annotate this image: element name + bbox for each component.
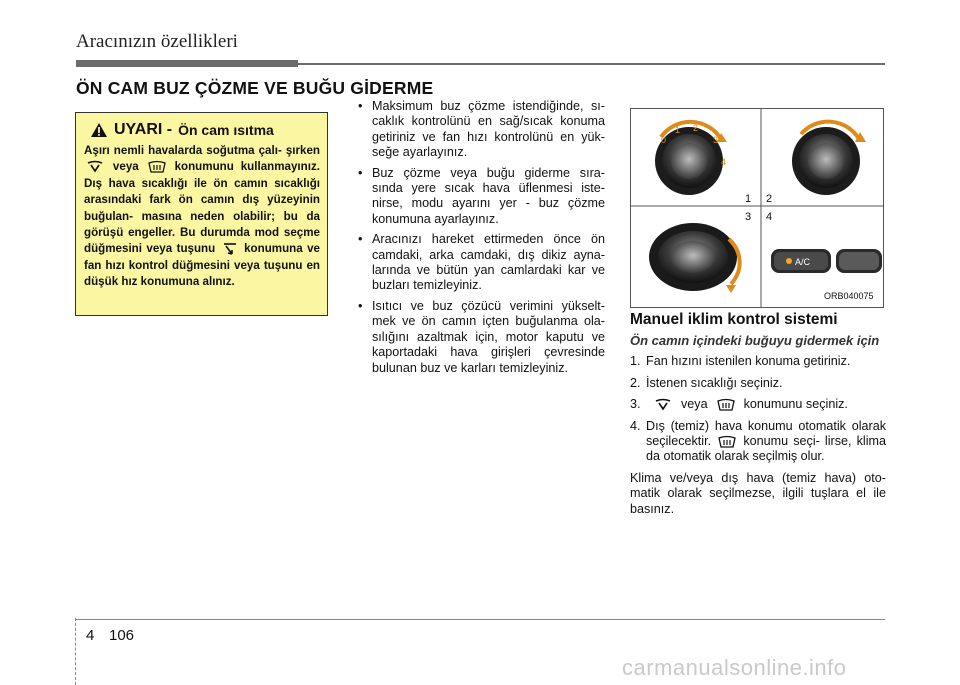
figure-label-4: 4 <box>766 211 773 223</box>
mode-knob <box>649 223 740 293</box>
manual-climate-section <box>630 312 886 517</box>
defrost-floor-mode-icon <box>84 160 106 174</box>
step-4: 4. Dış (temiz) hava konumu otomatik olarak seçilecektir. konumu seçi- lirse, klima da otomatik olarak seçilmiş olur. <box>630 418 886 464</box>
header-rule <box>298 63 885 65</box>
svg-text:3: 3 <box>713 135 719 145</box>
floor-defrost-icon <box>220 242 240 256</box>
fan-speed-knob <box>655 122 727 195</box>
manual-subtitle: Ön camın içindeki buğuyu gidermek için <box>630 333 880 349</box>
svg-text:2: 2 <box>693 123 699 133</box>
list-item: • Buz çözme veya buğu giderme sıra- sında yere sıcak hava üflenmesi iste- nirse, modu ayarını yer - buz çözme konumuna ayarlayınız. <box>355 166 605 228</box>
step-1: 1. Fan hızını istenilen konuma getiriniz. <box>630 354 851 369</box>
manual-title: Manuel iklim kontrol sistemi <box>630 311 838 328</box>
svg-text:4: 4 <box>721 157 727 167</box>
warning-subtitle: Ön cam ısıtma <box>178 122 274 138</box>
step-2: 2. İstenen sıcaklığı seçiniz. <box>630 375 783 390</box>
svg-text:1: 1 <box>675 125 681 135</box>
warning-text-1: Aşırı nemli havalarda soğutma çalı- şırken <box>84 144 320 157</box>
manual-paragraph: Klima ve/veya dış hava (temiz hava) oto- matik olarak seçilmezse, ilgili tuşlara el ile basınız. <box>630 470 886 516</box>
figure-label-3: 3 <box>745 211 752 223</box>
warning-box <box>75 112 328 316</box>
warning-label: UYARI - <box>114 121 173 138</box>
footer-rule <box>75 619 885 620</box>
section-title: ÖN CAM BUZ ÇÖZME VE BUĞU GİDERME <box>76 78 434 98</box>
footer-divider <box>75 618 77 685</box>
control-panel-figure <box>630 108 884 308</box>
warning-text-2: veya <box>112 160 139 174</box>
step-3: 3. veya konumunu seçiniz. <box>630 397 848 412</box>
warning-text <box>84 143 320 291</box>
list-item: • Aracınızı hareket ettirmeden önce ön camdaki, arka camdaki, dış dikiz ayna- larında ve bütün yan camlardaki kar ve buzları temizleyiniz. <box>355 232 605 294</box>
figure-label-1: 1 <box>745 193 752 205</box>
chapter-number: 4 <box>86 627 95 644</box>
figure-label-2: 2 <box>766 193 773 205</box>
list-item: • Maksimum buz çözme istendiğinde, sı- caklık kontrolünü en sağ/sıcak konuma getiriniz ve fan hızı kontrolünü en yük- seğe ayarlayınız. <box>355 99 605 161</box>
windshield-defrost-icon <box>715 398 737 412</box>
svg-text:A/C: A/C <box>795 257 811 267</box>
figure-code: ORB040075 <box>824 291 874 301</box>
defrost-floor-mode-icon <box>652 398 674 412</box>
svg-text:0: 0 <box>661 135 667 145</box>
windshield-defrost-icon <box>146 160 168 174</box>
warning-header <box>90 121 320 139</box>
chapter-title: Aracınızın özellikleri <box>76 31 238 52</box>
warning-text-3: konumunu kullanmayınız. Dış hava sıcaklığı ile ön camın sıcaklığı arasındaki fark ön camın dış yüzeyinin buğulan- masına neden olabilir; bu da görüşü engeller. Bu durumda mod seçme düğmesini veya tuşunu <box>84 160 320 256</box>
bullet-column <box>355 99 605 381</box>
ac-button-panel <box>771 249 882 273</box>
control-knobs-illustration <box>631 109 883 307</box>
warning-triangle-icon <box>90 122 108 138</box>
header-bar <box>76 60 298 67</box>
temperature-knob <box>792 122 866 195</box>
windshield-defrost-icon <box>716 435 738 449</box>
warning-text-4: konumuna ve fan hızı kontrol düğmesini veya tuşunu en düşük hız konumuna alınız. <box>84 242 320 289</box>
list-item: • Isıtıcı ve buz çözücü verimini yükselt- mek ve ön camın içten buğulanma ola- sılığını azaltmak için, motor kaputu ve kaportadaki hava girişleri çevresinde bulunan buz ve karları temizleyiniz. <box>355 299 605 376</box>
watermark: carmanualsonline.info <box>622 655 847 680</box>
page-number: 106 <box>109 627 135 644</box>
